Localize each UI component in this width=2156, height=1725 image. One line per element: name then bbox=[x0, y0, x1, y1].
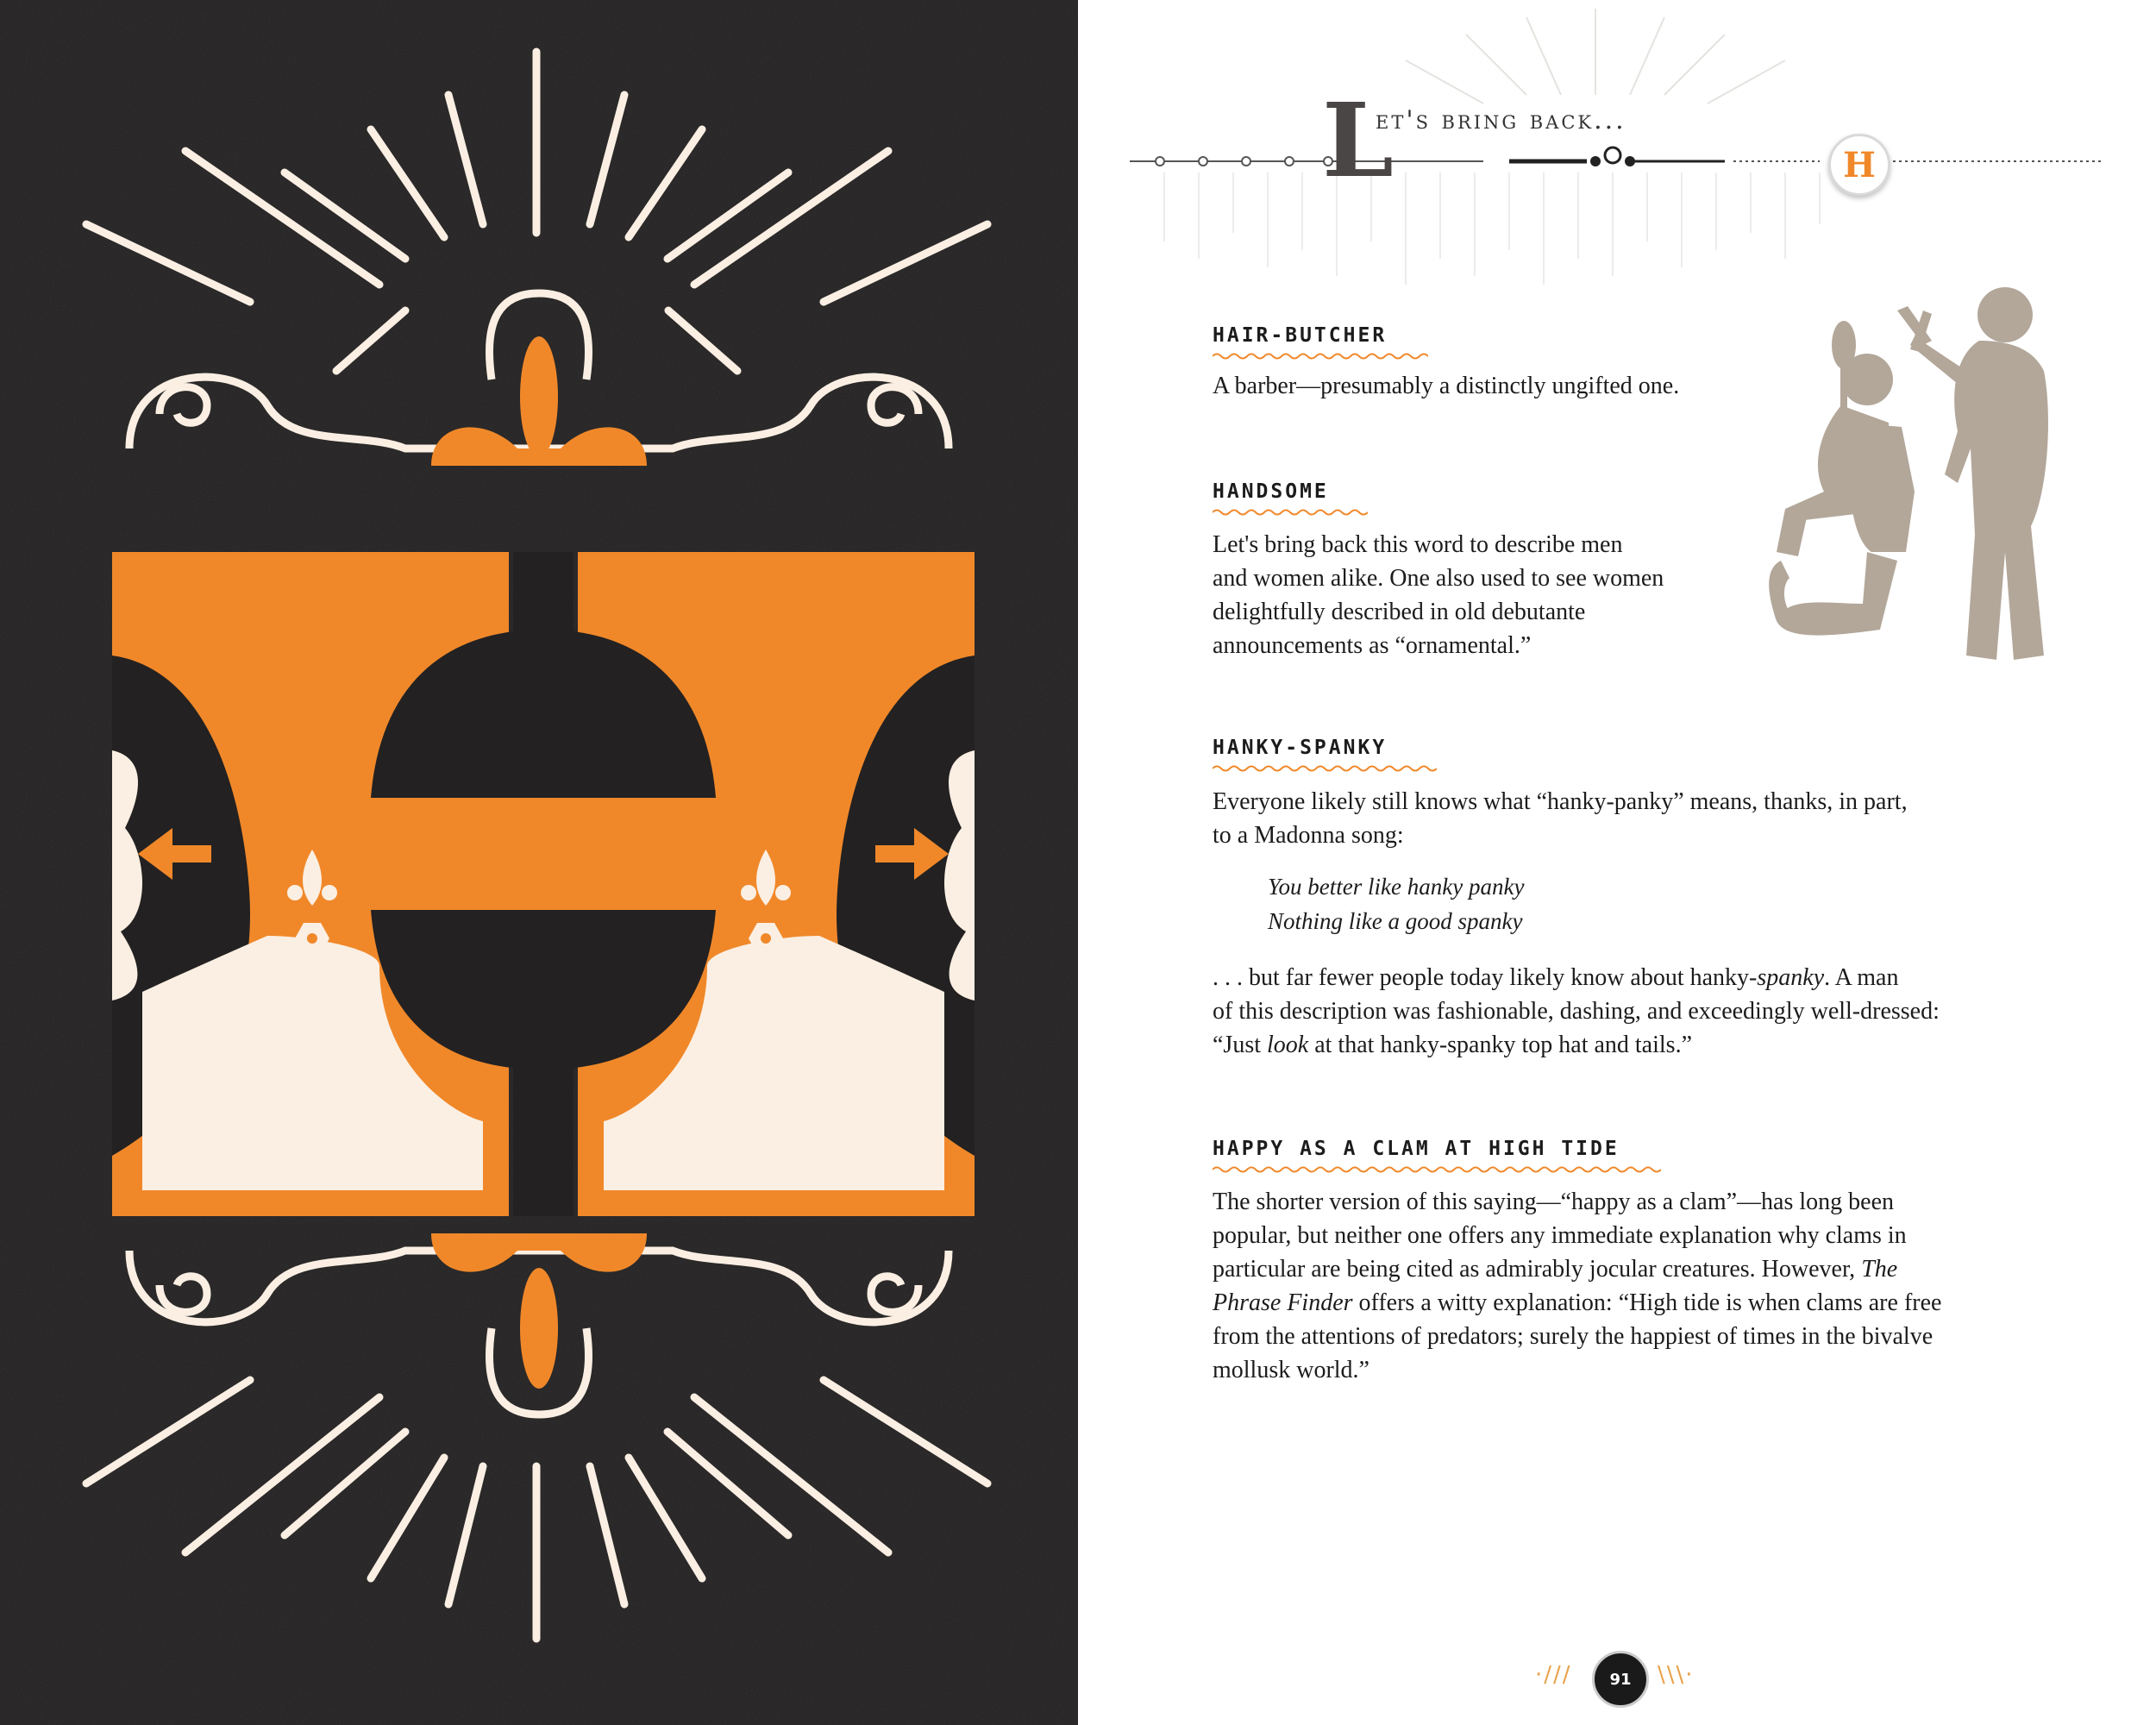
definition-line: particular are being cited as admirably jocular creatures. However, The bbox=[1213, 1256, 1898, 1283]
page-number-deco-right: \\\· bbox=[1658, 1662, 1695, 1688]
quote-line: You better like hanky panky bbox=[1268, 874, 1525, 900]
barber-silhouette-illustration bbox=[1759, 276, 2087, 673]
definition-line: delightfully described in old debutante bbox=[1213, 599, 1586, 625]
term-underline bbox=[1213, 764, 1437, 773]
header-ornament bbox=[1078, 0, 2156, 293]
entry-definition bbox=[1213, 785, 1908, 852]
term-underline bbox=[1213, 508, 1368, 517]
header-drip-lines bbox=[1164, 172, 1820, 285]
entry-term-happy-as-a-clam: HAPPY AS A CLAM AT HIGH TIDE bbox=[1213, 1138, 1620, 1160]
header-light-rays bbox=[1406, 9, 1785, 104]
term-underline bbox=[1213, 352, 1428, 361]
definition-line: to a Madonna song: bbox=[1213, 822, 1404, 849]
definition-line: A barber—presumably a distinctly ungifted one. bbox=[1213, 373, 1680, 399]
definition-line: popular, but neither one offers any immediate explanation why clams in bbox=[1213, 1222, 1907, 1249]
chapter-letter-badge: H bbox=[1828, 134, 1890, 196]
definition-line: Everyone likely still knows what “hanky-panky” means, thanks, in part, bbox=[1213, 788, 1908, 815]
quote-line: Nothing like a good spanky bbox=[1268, 908, 1523, 934]
header-title: et's bring back... bbox=[1376, 105, 1626, 135]
definition-line: announcements as “ornamental.” bbox=[1213, 632, 1532, 659]
text-page bbox=[1078, 0, 2156, 1725]
song-lyric-quote bbox=[1268, 869, 1524, 938]
definition-line: “Just look at that hanky-spanky top hat and tails.” bbox=[1213, 1032, 1692, 1058]
definition-line: The shorter version of this saying—“happy as a clam”—has long been bbox=[1213, 1189, 1895, 1215]
definition-line: mollusk world.” bbox=[1213, 1357, 1369, 1383]
term-underline bbox=[1213, 1165, 1661, 1174]
section-header bbox=[1078, 0, 2156, 293]
entry-term-hanky-spanky: HANKY-SPANKY bbox=[1213, 737, 1388, 759]
letter-h-shape bbox=[112, 552, 975, 1216]
definition-line: from the attentions of predators; surely the happiest of times in the bivalve bbox=[1213, 1323, 1934, 1350]
entry-continuation bbox=[1213, 961, 1940, 1062]
entry-term-hair-butcher: HAIR-BUTCHER bbox=[1213, 324, 1388, 347]
definition-line: . . . but far fewer people today likely know about hanky-spanky. A man bbox=[1213, 964, 1899, 991]
header-drop-cap: L bbox=[1322, 80, 1394, 200]
entry-term-handsome: HANDSOME bbox=[1213, 480, 1329, 503]
entry-definition bbox=[1213, 528, 1664, 662]
entry-definition bbox=[1213, 1185, 1941, 1387]
definition-line: Phrase Finder offers a witty explanation: “High tide is when clams are free bbox=[1213, 1289, 1942, 1316]
header-flourish bbox=[1509, 147, 1725, 166]
definition-line: Let's bring back this word to describe men bbox=[1213, 531, 1623, 558]
page-number: 91 bbox=[1592, 1651, 1649, 1708]
entry-definition bbox=[1213, 369, 1679, 403]
definition-line: and women alike. One also used to see women bbox=[1213, 565, 1664, 592]
page-number-deco-left: ·/// bbox=[1535, 1662, 1572, 1688]
definition-line: of this description was fashionable, dashing, and exceedingly well-dressed: bbox=[1213, 998, 1940, 1025]
